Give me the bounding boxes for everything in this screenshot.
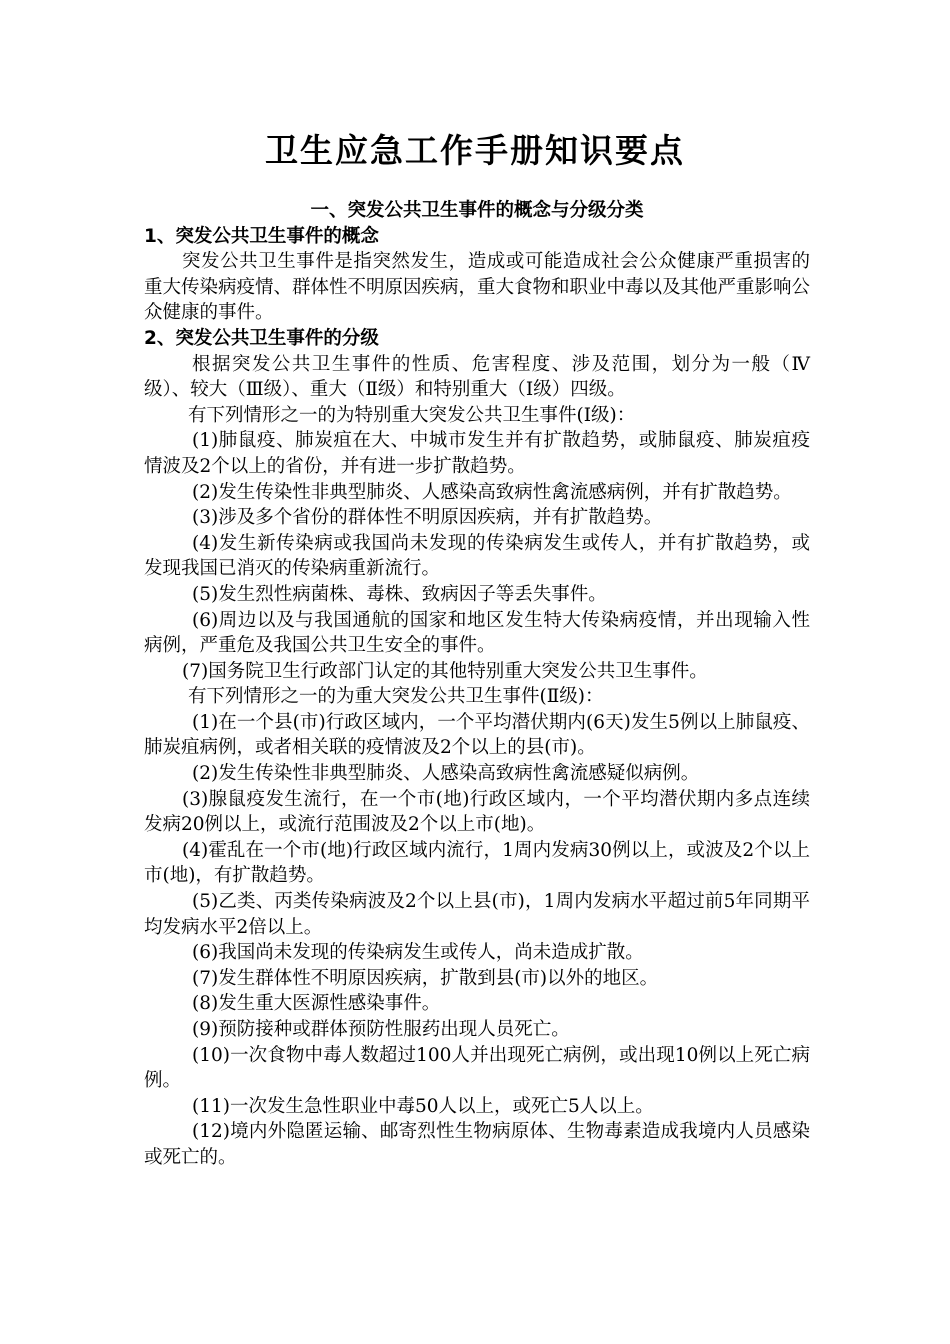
document-body <box>144 198 810 1171</box>
level-2-item: (2)发生传染性非典型肺炎、人感染高致病性禽流感疑似病例。 <box>192 763 700 785</box>
level-2-item: (1)在一个县(市)行政区域内，一个平均潜伏期内(6天)发生5例以上肺鼠疫、肺炭疽病例，或者相关联的疫情波及2个以上的县(市)。 <box>144 711 810 759</box>
level-2-item: (10)一次食物中毒人数超过100人并出现死亡病例，或出现10例以上死亡病例。 <box>144 1044 810 1092</box>
level-2-item: (8)发生重大医源性感染事件。 <box>192 993 441 1015</box>
level-2-item: (11)一次发生急性职业中毒50人以上，或死亡5人以上。 <box>192 1095 654 1117</box>
section-heading: 一、突发公共卫生事件的概念与分级分类 <box>310 200 644 221</box>
grading-heading: 2、突发公共卫生事件的分级 <box>144 327 379 349</box>
level-2-item: (12)境内外隐匿运输、邮寄烈性生物病原体、生物毒素造成我境内人员感染或死亡的。 <box>144 1121 810 1168</box>
level-2-intro: 有下列情形之一的为重大突发公共卫生事件(Ⅱ级)： <box>188 686 604 708</box>
level-1-item: (2)发生传染性非典型肺炎、人感染高致病性禽流感病例，并有扩散趋势。 <box>192 481 792 503</box>
concept-heading: 1、突发公共卫生事件的概念 <box>144 225 379 247</box>
level-2-item: (6)我国尚未发现的传染病发生或传人，尚未造成扩散。 <box>192 942 644 964</box>
level-1-item: (6)周边以及与我国通航的国家和地区发生特大传染病疫情，并出现输入性病例，严重危及我国公共卫生安全的事件。 <box>144 609 810 657</box>
concept-paragraph: 突发公共卫生事件是指突然发生，造成或可能造成社会公众健康严重损害的重大传染病疫情、群体性不明原因疾病，重大食物和职业中毒以及其他严重影响公众健康的事件。 <box>144 251 811 324</box>
level-1-item: (4)发生新传染病或我国尚未发现的传染病发生或传人，并有扩散趋势，或发现我国已消灭的传染病重新流行。 <box>144 532 810 580</box>
level-2-item: (3)腺鼠疫发生流行，在一个市(地)行政区域内，一个平均潜伏期内多点连续发病20例以上，或流行范围波及2个以上市(地)。 <box>144 788 810 836</box>
level-1-item: (1)肺鼠疫、肺炭疽在大、中城市发生并有扩散趋势，或肺鼠疫、肺炭疽疫情波及2个以上的省份，并有进一步扩散趋势。 <box>144 430 810 477</box>
level-2-item: (5)乙类、丙类传染病波及2个以上县(市)，1周内发病水平超过前5年同期平均发病水平2倍以上。 <box>144 891 810 938</box>
level-1-item: (7)国务院卫生行政部门认定的其他特别重大突发公共卫生事件。 <box>182 660 708 682</box>
level-2-item: (9)预防接种或群体预防性服药出现人员死亡。 <box>192 1019 570 1040</box>
document-title: 卫生应急工作手册知识要点 <box>265 131 685 170</box>
level-1-intro: 有下列情形之一的为特别重大突发公共卫生事件(Ⅰ级)： <box>188 404 636 426</box>
level-2-item: (4)霍乱在一个市(地)行政区域内流行，1周内发病30例以上，或波及2个以上市(地)，有扩散趋势。 <box>144 839 810 887</box>
level-1-item: (5)发生烈性病菌株、毒株、致病因子等丢失事件。 <box>192 583 607 605</box>
level-1-item: (3)涉及多个省份的群体性不明原因疾病，并有扩散趋势。 <box>192 507 663 529</box>
grading-paragraph: 根据突发公共卫生事件的性质、危害程度、涉及范围，划分为一般（Ⅳ级）、较大（Ⅲ级）、重大（Ⅱ级）和特别重大（Ⅰ级）四级。 <box>144 353 810 401</box>
level-2-item: (7)发生群体性不明原因疾病，扩散到县(市)以外的地区。 <box>192 967 659 989</box>
